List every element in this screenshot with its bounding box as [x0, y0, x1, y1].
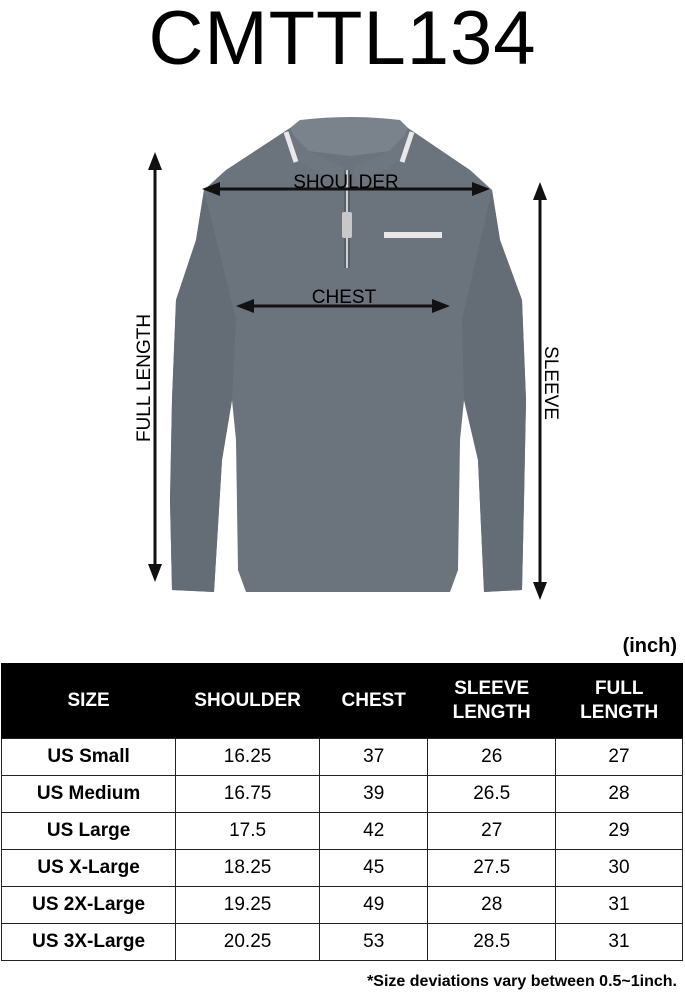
shoulder-cell: 16.75	[176, 776, 320, 813]
chest-cell: 45	[319, 850, 427, 887]
header-full-length: FULL LENGTH	[555, 663, 682, 739]
full-length-cell: 29	[555, 813, 682, 850]
size-cell: US Medium	[2, 776, 176, 813]
header-chest: CHEST	[319, 663, 427, 739]
chest-label: CHEST	[311, 287, 377, 308]
sleeve-cell: 26	[428, 739, 556, 776]
chest-cell: 39	[319, 776, 427, 813]
chest-cell: 37	[319, 739, 427, 776]
unit-label: (inch)	[622, 635, 677, 657]
full-length-cell: 28	[555, 776, 682, 813]
table-row	[2, 813, 683, 850]
full-length-cell: 27	[555, 739, 682, 776]
header-size: SIZE	[2, 663, 176, 739]
sleeve-cell: 28.5	[428, 924, 556, 961]
sleeve-cell: 28	[428, 887, 556, 924]
size-chart-table	[1, 663, 683, 961]
shirt-diagram	[0, 100, 685, 620]
shoulder-cell: 16.25	[176, 739, 320, 776]
sleeve-cell: 27	[428, 813, 556, 850]
shoulder-cell: 19.25	[176, 887, 320, 924]
size-deviation-note: *Size deviations vary between 0.5~1inch.	[367, 973, 677, 990]
pocket-trim	[384, 232, 442, 238]
full-length-cell: 31	[555, 887, 682, 924]
shoulder-cell: 20.25	[176, 924, 320, 961]
table-header-row	[2, 663, 683, 739]
product-code-title: CMTTL134	[148, 0, 537, 81]
table-row	[2, 739, 683, 776]
size-cell: US 3X-Large	[2, 924, 176, 961]
size-cell: US Large	[2, 813, 176, 850]
table-row	[2, 924, 683, 961]
header-shoulder: SHOULDER	[176, 663, 320, 739]
table-row	[2, 850, 683, 887]
shoulder-cell: 17.5	[176, 813, 320, 850]
chest-cell: 42	[319, 813, 427, 850]
sleeve-cell: 27.5	[428, 850, 556, 887]
full-length-cell: 30	[555, 850, 682, 887]
full-length-cell: 31	[555, 924, 682, 961]
full-length-label: FULL LENGTH	[134, 313, 155, 443]
shoulder-label: SHOULDER	[293, 172, 399, 193]
sleeve-label: SLEEVE	[540, 346, 561, 420]
size-cell: US X-Large	[2, 850, 176, 887]
shoulder-cell: 18.25	[176, 850, 320, 887]
size-cell: US Small	[2, 739, 176, 776]
table-row	[2, 887, 683, 924]
chest-cell: 53	[319, 924, 427, 961]
sleeve-cell: 26.5	[428, 776, 556, 813]
table-row	[2, 776, 683, 813]
header-sleeve-length: SLEEVE LENGTH	[428, 663, 556, 739]
shirt-illustration	[0, 100, 685, 620]
size-cell: US 2X-Large	[2, 887, 176, 924]
chest-cell: 49	[319, 887, 427, 924]
